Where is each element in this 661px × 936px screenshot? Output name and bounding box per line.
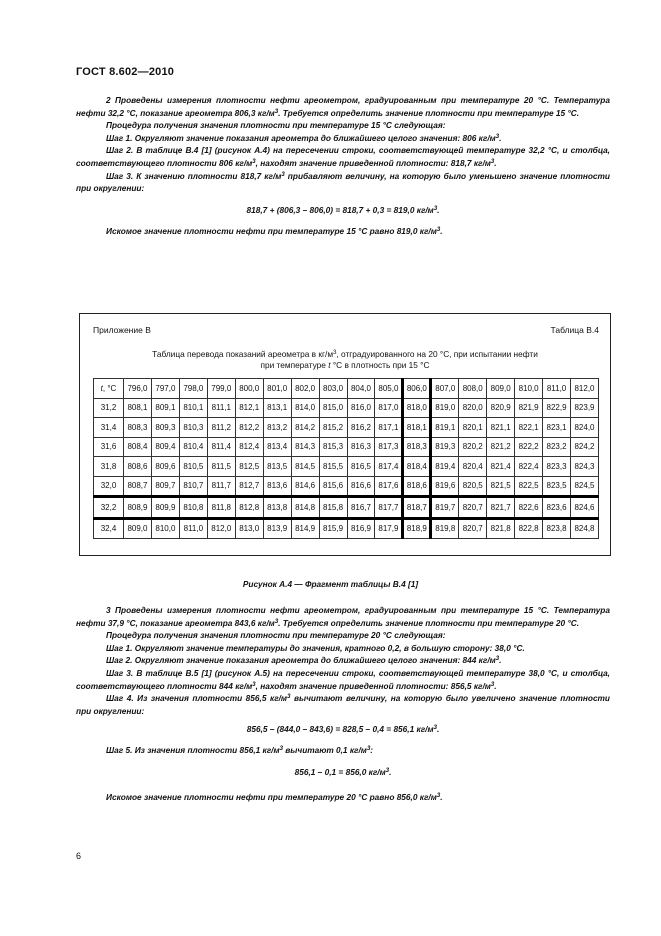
table-cell: 823,1 [543, 418, 571, 438]
table-cell: 812,7 [235, 476, 263, 497]
step-text: прибавляют величину, на которую было уменьшено значение плотности при округлении: [76, 170, 610, 194]
table-cell: 817,6 [375, 476, 403, 497]
table-cell: 810,7 [179, 476, 207, 497]
table-cell: 810,5 [179, 457, 207, 477]
title-text: , отградуированного на 20 °С, при испытании нефти [336, 349, 538, 359]
table-cell: 810,1 [179, 398, 207, 418]
step-text: Шаг 3. В таблице В.5 [1] (рисунок А.5) на пересечении строки, соответствующей температуре 38,0 °С, и столбца, соответствующего плотности 844 кг/м [76, 667, 610, 691]
superscript: 3 [252, 158, 256, 165]
procedure-line: Процедура получения значения плотности при температуре 15 °С следующая: [106, 120, 446, 131]
intro-text: 3 Проведены измерения плотности нефти ареометром, градуированным при температуре 15 °С. Температура нефти 37,9 °С, показание ареометра 843,6 кг/м [76, 605, 610, 628]
table-cell: 813,9 [263, 518, 291, 539]
column-header: 811,0 [543, 379, 571, 399]
temperature-cell: 32,4 [94, 518, 124, 539]
table-cell: 824,8 [571, 518, 599, 539]
column-header: 797,0 [151, 379, 179, 399]
table-row [94, 457, 599, 477]
column-header: 806,0 [403, 379, 431, 399]
table-cell: 809,9 [151, 497, 179, 519]
table-cell: 823,3 [543, 457, 571, 477]
example-3-intro [76, 604, 610, 629]
title-symbol: t [328, 360, 331, 370]
figure-a4 [79, 313, 611, 556]
table-cell: 821,2 [487, 437, 515, 457]
table-cell: 811,7 [207, 476, 235, 497]
table-cell: 819,7 [431, 497, 459, 519]
table-cell: 814,6 [291, 476, 319, 497]
table-number: Таблица В.4 [550, 325, 599, 335]
table-cell: 809,6 [151, 457, 179, 477]
table-cell: 812,0 [207, 518, 235, 539]
superscript: 3 [274, 618, 279, 625]
column-header: 805,0 [375, 379, 403, 399]
table-cell: 812,8 [235, 497, 263, 519]
table-cell: 815,2 [319, 418, 347, 438]
table-cell: 824,5 [571, 476, 599, 497]
table-cell: 823,6 [543, 497, 571, 519]
result-line: Искомое значение плотности нефти при температуре 15 °С равно 819,0 $кг/м^3$. [106, 226, 443, 237]
superscript: 3 [436, 793, 441, 800]
table-cell: 820,4 [459, 457, 487, 477]
table-cell: 822,6 [515, 497, 543, 519]
table-cell: 813,1 [263, 398, 291, 418]
table-cell: 815,6 [319, 476, 347, 497]
table-cell: 816,2 [347, 418, 375, 438]
table-cell: 818,3 [403, 437, 431, 457]
table-row [94, 518, 599, 539]
superscript: 3 [274, 108, 279, 115]
step-5: Шаг 5. Из значения плотности 856,1 $кг/м^3$ вычитают 0,1 $кг/м^3$: [106, 744, 374, 755]
procedure-line: Процедура получения значения плотности при температуре 20 °С следующая: [106, 630, 446, 641]
table-cell: 822,2 [515, 437, 543, 457]
table-cell: 818,0 [403, 398, 431, 418]
superscript: 3 [385, 767, 390, 774]
column-header: 808,0 [459, 379, 487, 399]
step-text: вычитают 0,1 кг/м [282, 744, 367, 755]
temperature-symbol: t [100, 383, 103, 393]
conversion-table [93, 378, 599, 539]
table-cell: 824,2 [571, 437, 599, 457]
table-cell: 811,4 [207, 437, 235, 457]
table-cell: 822,8 [515, 518, 543, 539]
superscript: 3 [287, 694, 291, 701]
superscript: 3 [252, 681, 256, 688]
superscript: 3 [366, 745, 371, 752]
table-cell: 817,9 [375, 518, 403, 539]
step-text: , находят значение приведенной плотности: 856,5 кг/м [255, 680, 491, 691]
table-cell: 814,5 [291, 457, 319, 477]
table-cell: 815,5 [319, 457, 347, 477]
table-title [80, 349, 610, 371]
superscript: 3 [433, 205, 438, 212]
step-4 [76, 692, 610, 717]
example-3 [76, 604, 610, 804]
step-3: Шаг 3. В таблице В.5 [1] (рисунок А.5) на пересечении строки, соответствующей температуре 38,0 °С, и столбца, соответствующего плотности 844 $кг/м^3$, находят значение приведенной плотности: 856,5 $кг/м^3$. [76, 667, 610, 691]
table-row [94, 497, 599, 519]
table-cell: 823,2 [543, 437, 571, 457]
superscript: 3 [279, 745, 283, 752]
table-cell: 823,8 [543, 518, 571, 539]
superscript: 3 [495, 133, 500, 140]
table-cell: 810,8 [179, 497, 207, 519]
intro-text: . Требуется определить значение плотности при температуре 20 °С. [278, 617, 580, 628]
title-text: Таблица перевода показаний ареометра в кг/м [152, 349, 334, 359]
table-cell: 813,2 [263, 418, 291, 438]
step-text: Шаг 4. Из значения плотности 856,5 кг/м [106, 693, 288, 704]
step-text: Шаг 5. Из значения плотности 856,1 кг/м [106, 744, 280, 755]
column-header: 810,0 [515, 379, 543, 399]
table-cell: 813,5 [263, 457, 291, 477]
step-text: Шаг 2. В таблице В.4 [1] (рисунок А.4) на пересечении строки, соответствующей температуре 32,2 °С, и столбца, соответствующего плотности 806 кг/м [76, 145, 610, 168]
table-header-row [94, 379, 599, 399]
temperature-unit: , °С [102, 383, 117, 393]
table-cell: 808,6 [124, 457, 152, 477]
intro-text: 2 Проведены измерения плотности нефти ареометром, градуированным при температуре 20 °С. Температура нефти 32,2 °С, показание ареометра 806,3 кг/м [76, 95, 610, 118]
result-line: Искомое значение плотности нефти при температуре 20 °С равно 856,0 $кг/м^3$. [106, 792, 443, 803]
page-number: 6 [76, 851, 82, 861]
formula: 818,7 + (806,3 – 806,0) = 818,7 + 0,3 = 819,0 $кг/м^3$. [246, 204, 440, 215]
table-cell: 815,8 [319, 497, 347, 519]
table-cell: 824,6 [571, 497, 599, 519]
temperature-cell: 31,6 [94, 437, 124, 457]
table-cell: 820,2 [459, 437, 487, 457]
formula-text: 818,7 + (806,3 – 806,0) = 818,7 + 0,3 = 819,0 кг/м [246, 204, 434, 215]
intro-text: . Требуется определить значение плотности при температуре 15 °С. [278, 107, 580, 118]
table-cell: 809,1 [151, 398, 179, 418]
appendix-label: Приложение В [93, 325, 151, 335]
step-text: вычитают величину, на которую было увеличено значение плотности при округлении: [76, 693, 611, 716]
table-cell: 808,1 [124, 398, 152, 418]
superscript: 3 [436, 227, 441, 234]
table-cell: 808,9 [124, 497, 152, 519]
table-row [94, 476, 599, 497]
table-cell: 819,3 [431, 437, 459, 457]
table-cell: 821,5 [487, 476, 515, 497]
document-header: ГОСТ 8.602—2010 [76, 66, 175, 78]
superscript: 3 [490, 681, 495, 688]
table-cell: 814,9 [291, 518, 319, 539]
table-cell: 821,7 [487, 497, 515, 519]
table-cell: 816,7 [347, 497, 375, 519]
table-cell: 810,0 [151, 518, 179, 539]
table-cell: 809,7 [151, 476, 179, 497]
table-cell: 813,6 [263, 476, 291, 497]
column-header: 807,0 [431, 379, 459, 399]
table-cell: 808,4 [124, 437, 152, 457]
step-1: Шаг 1. Округляют значение температуры до значения, кратного 0,2, в большую сторону: 38,0 °С. [106, 642, 525, 653]
superscript: 3 [333, 350, 337, 356]
table-cell: 817,7 [375, 497, 403, 519]
column-header: 796,0 [124, 379, 152, 399]
table-cell: 810,3 [179, 418, 207, 438]
temperature-cell: 32,2 [94, 497, 124, 519]
formula-2: 856,1 – 0,1 = 856,0 $кг/м^3$. [294, 766, 392, 777]
table-cell: 809,3 [151, 418, 179, 438]
table-cell: 808,7 [124, 476, 152, 497]
table-cell: 822,5 [515, 476, 543, 497]
table-cell: 817,3 [375, 437, 403, 457]
table-cell: 822,9 [543, 398, 571, 418]
table-cell: 819,8 [431, 518, 459, 539]
column-header: 812,0 [571, 379, 599, 399]
table-cell: 816,5 [347, 457, 375, 477]
table-cell: 820,9 [487, 398, 515, 418]
table-cell: 818,7 [403, 497, 431, 519]
table-cell: 813,0 [235, 518, 263, 539]
table-cell: 823,5 [543, 476, 571, 497]
step-2: Шаг 2. В таблице В.4 [1] (рисунок А.4) на пересечении строки, соответствующей температуре 32,2 °С, и столбца, соответствующего плотности 806 $кг/м^3$, находят значение приведенной плотности: 818,7 $кг/м^3$. [76, 145, 610, 168]
table-cell: 821,4 [487, 457, 515, 477]
corner-cell [94, 379, 124, 399]
step-1: Шаг 1. Округляют значение показания ареометра до ближайшего целого значения: 806 $кг/м^3$. [106, 132, 502, 143]
formula-text: 856,5 – (844,0 – 843,6) = 828,5 – 0,4 = 856,1 кг/м [246, 724, 434, 735]
step-text: Шаг 1. Округляют значение показания ареометра до ближайшего целого значения: 806 кг/м [106, 132, 496, 143]
column-header: 809,0 [487, 379, 515, 399]
table-cell: 820,1 [459, 418, 487, 438]
table-cell: 816,6 [347, 476, 375, 497]
table-cell: 822,4 [515, 457, 543, 477]
table-cell: 811,5 [207, 457, 235, 477]
column-header: 799,0 [207, 379, 235, 399]
table-cell: 819,1 [431, 418, 459, 438]
table-cell: 814,2 [291, 418, 319, 438]
example-2-intro [76, 94, 610, 119]
table-cell: 814,0 [291, 398, 319, 418]
table-cell: 814,3 [291, 437, 319, 457]
column-header: 800,0 [235, 379, 263, 399]
temperature-cell: 31,4 [94, 418, 124, 438]
column-header: 802,0 [291, 379, 319, 399]
table-cell: 812,4 [235, 437, 263, 457]
table-cell: 824,0 [571, 418, 599, 438]
column-header: 801,0 [263, 379, 291, 399]
table-cell: 818,6 [403, 476, 431, 497]
table-cell: 816,0 [347, 398, 375, 418]
table-cell: 818,1 [403, 418, 431, 438]
figure-caption: Рисунок А.4 — Фрагмент таблицы В.4 [1] [242, 579, 419, 589]
table-cell: 811,8 [207, 497, 235, 519]
table-cell: 811,1 [207, 398, 235, 418]
table-cell: 809,4 [151, 437, 179, 457]
step-text: Шаг 3. К значению плотности 818,7 кг/м [106, 170, 282, 181]
result-text: Искомое значение плотности нефти при температуре 20 °С равно 856,0 кг/м [106, 792, 437, 803]
step-2: Шаг 2. Округляют значение показания ареометра до ближайшего целого значения: 844 $кг/м^3$. [106, 655, 502, 666]
column-header: 798,0 [179, 379, 207, 399]
table-cell: 819,4 [431, 457, 459, 477]
table-cell: 823,9 [571, 398, 599, 418]
table-cell: 812,2 [235, 418, 263, 438]
table-cell: 813,4 [263, 437, 291, 457]
table-cell: 824,3 [571, 457, 599, 477]
table-cell: 810,4 [179, 437, 207, 457]
table-row [94, 418, 599, 438]
table-row [94, 398, 599, 418]
step-text: Шаг 2. Округляют значение показания ареометра до ближайшего целого значения: 844 кг/м [106, 655, 496, 666]
table-cell: 818,4 [403, 457, 431, 477]
step-text: , находят значение приведенной плотности: 818,7 кг/м [255, 157, 491, 168]
column-header: 803,0 [319, 379, 347, 399]
table-cell: 817,0 [375, 398, 403, 418]
table-cell: 813,8 [263, 497, 291, 519]
title-text: при температуре [260, 360, 329, 370]
table-cell: 811,2 [207, 418, 235, 438]
superscript: 3 [433, 725, 437, 732]
table-cell: 821,1 [487, 418, 515, 438]
table-row [94, 437, 599, 457]
table-cell: 812,1 [235, 398, 263, 418]
formula-1: 856,5 – (844,0 – 843,6) = 828,5 – 0,4 = 856,1 $кг/м^3$. [246, 724, 440, 735]
result-text: Искомое значение плотности нефти при температуре 15 °С равно 819,0 кг/м [106, 226, 437, 237]
table-cell: 815,0 [319, 398, 347, 418]
temperature-cell: 32,0 [94, 476, 124, 497]
column-header: 804,0 [347, 379, 375, 399]
temperature-cell: 31,8 [94, 457, 124, 477]
table-cell: 815,9 [319, 518, 347, 539]
table-cell: 820,0 [459, 398, 487, 418]
table-cell: 821,8 [487, 518, 515, 539]
superscript: 3 [495, 656, 500, 663]
table-cell: 816,9 [347, 518, 375, 539]
table-cell: 819,0 [431, 398, 459, 418]
table-cell: 809,0 [124, 518, 152, 539]
table-cell: 812,5 [235, 457, 263, 477]
table-cell: 811,0 [179, 518, 207, 539]
example-2 [76, 94, 610, 238]
superscript: 3 [490, 158, 495, 165]
table-cell: 820,7 [459, 518, 487, 539]
table-cell: 817,4 [375, 457, 403, 477]
table-cell: 818,9 [403, 518, 431, 539]
table-cell: 819,6 [431, 476, 459, 497]
table-cell: 808,3 [124, 418, 152, 438]
table-cell: 814,8 [291, 497, 319, 519]
formula-text: 856,1 – 0,1 = 856,0 кг/м [294, 766, 386, 777]
table-cell: 816,3 [347, 437, 375, 457]
table-cell: 817,1 [375, 418, 403, 438]
table-cell: 821,9 [515, 398, 543, 418]
title-text: °С в плотность при 15 °С [330, 360, 430, 370]
superscript: 3 [281, 171, 285, 178]
table-cell: 820,5 [459, 476, 487, 497]
table-cell: 822,1 [515, 418, 543, 438]
step-3 [76, 170, 610, 195]
table-cell: 815,3 [319, 437, 347, 457]
table-cell: 820,7 [459, 497, 487, 519]
temperature-cell: 31,2 [94, 398, 124, 418]
